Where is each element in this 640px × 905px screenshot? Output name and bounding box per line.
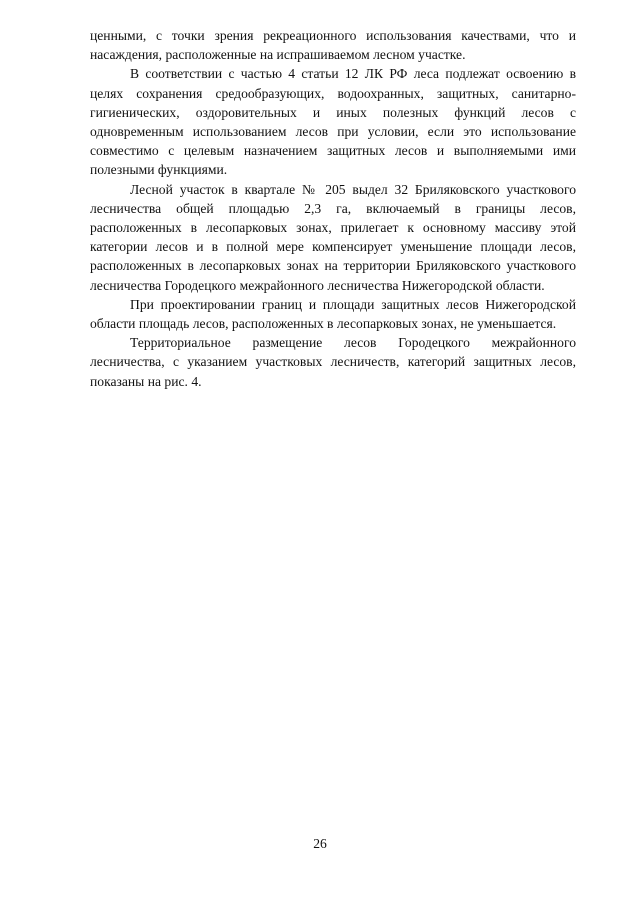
- body-text: [90, 26, 576, 391]
- paragraph-forest-plot: Лесной участок в квартале № 205 выдел 32 Бриляковского участкового лесничества общей площадью 2,3 га, включаемый в границы лесов, расположенных в лесопарковых зонах, прилегает к основному массиву этой категории лесов и в полной мере компенсирует уменьшение площади лесов, расположенных в лесопарковых зонах на территории Бриляковского участкового лесничества Городецкого межрайонного лесничества Нижегородской области.: [90, 181, 576, 293]
- paragraph-territorial: Территориальное размещение лесов Городецкого межрайонного лесничества, с указанием участковых лесничеств, категорий защитных лесов, показаны на рис. 4.: [90, 335, 576, 389]
- page-number: 26: [313, 836, 327, 851]
- paragraph-continuation: ценными, с точки зрения рекреационного использования качествами, что и насаждения, расположенные на испрашиваемом лесном участке.: [90, 28, 576, 63]
- paragraph-design: При проектировании границ и площади защитных лесов Нижегородской области площадь лесов, расположенных в лесопарковых зонах, не уменьшается.: [90, 296, 576, 332]
- paragraph-forest-code: В соответствии с частью 4 статьи 12 ЛК РФ леса подлежат освоению в целях сохранения средообразующих, водоохранных, защитных, санитарно-гигиенических, оздоровительных и иных полезных функций лесов с одновременным использованием лесов при условии, если это использование совместимо с целевым назначением защитных лесов и выполняемыми ими полезными функциями.: [90, 66, 576, 178]
